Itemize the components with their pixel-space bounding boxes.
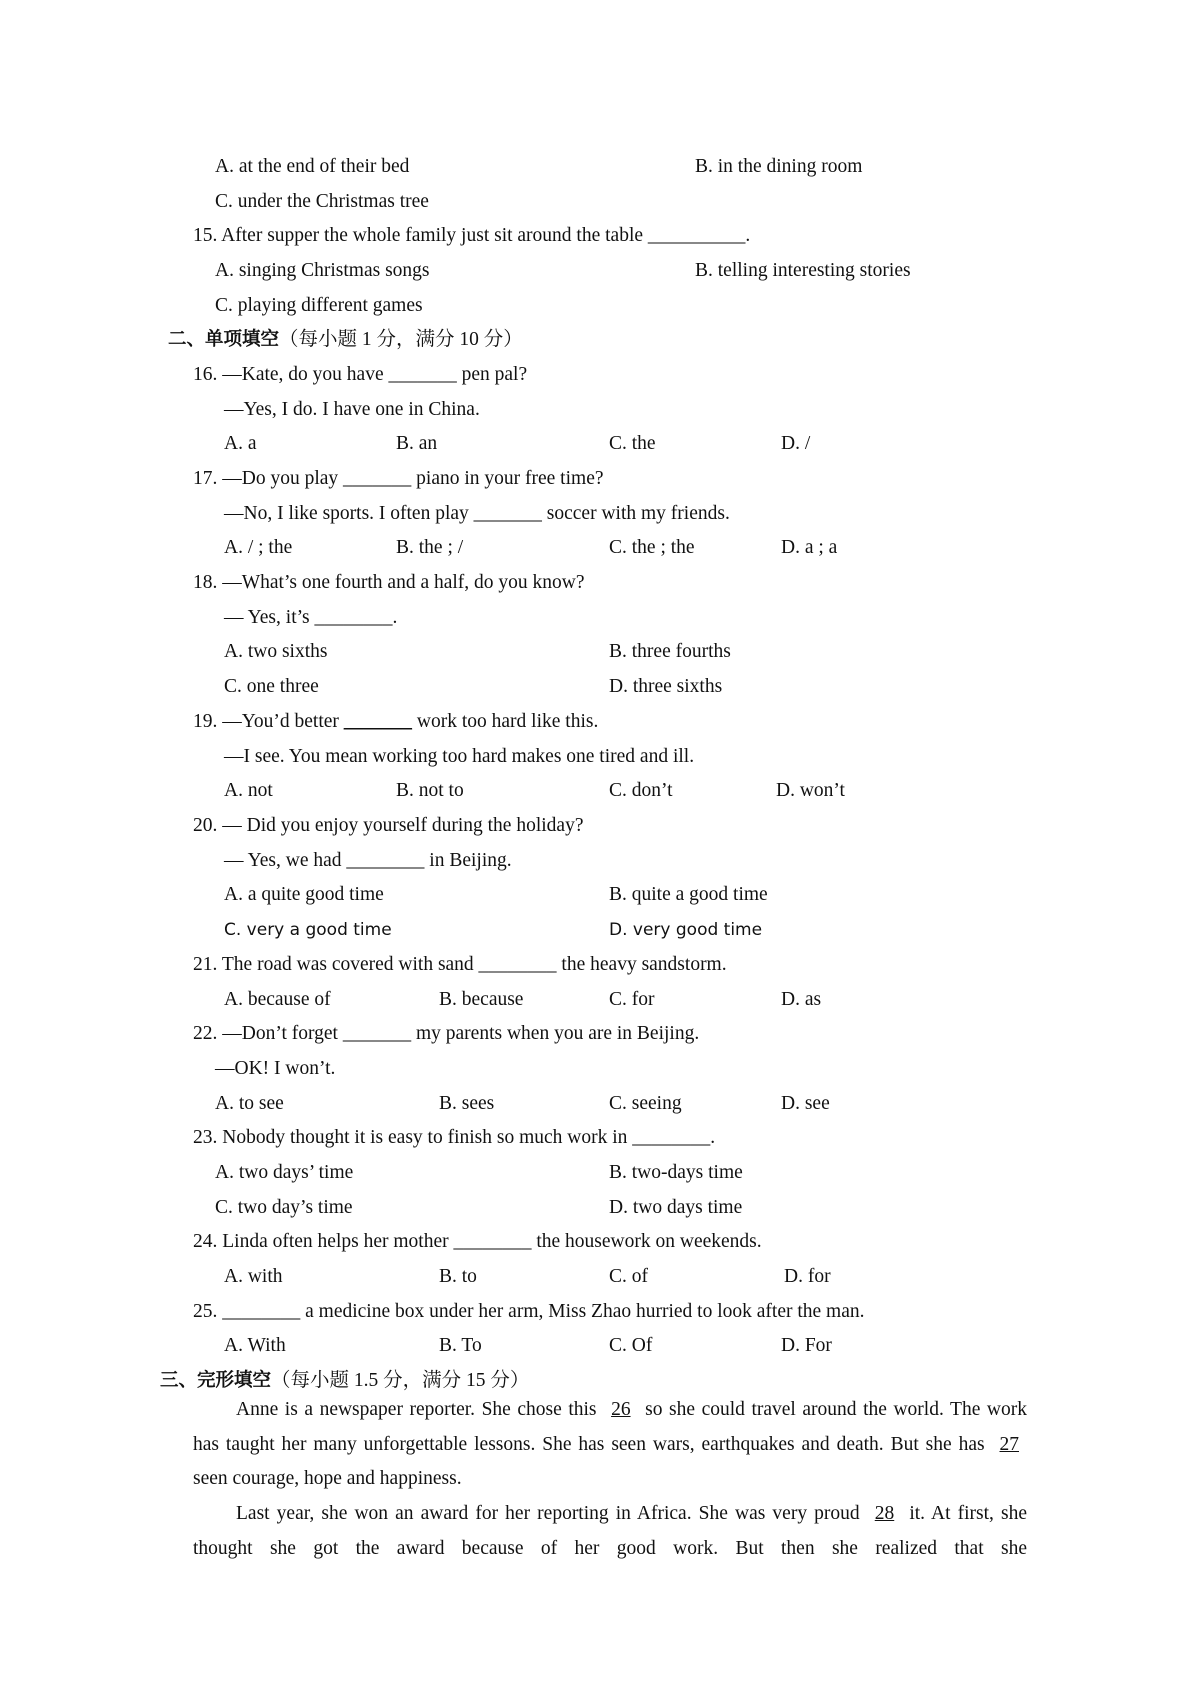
- q18-stem: 18. —What’s one fourth and a half, do you know?: [193, 572, 585, 593]
- q18-option-c: C. one three: [224, 676, 319, 697]
- q20-option-d: D. very good time: [609, 920, 763, 940]
- q23-stem: 23. Nobody thought it is easy to finish so much work in ________.: [193, 1127, 716, 1148]
- q24-option-a: A. with: [224, 1266, 283, 1287]
- q18-option-d: D. three sixths: [609, 676, 723, 697]
- q16-option-c: C. the: [609, 433, 656, 454]
- q18-option-a: A. two sixths: [224, 641, 328, 662]
- section3-title: 三、完形填空: [160, 1370, 272, 1391]
- q19-option-a: A. not: [224, 780, 273, 801]
- q22-reply: —OK! I won’t.: [215, 1058, 336, 1079]
- q17-option-c: C. the ; the: [609, 537, 695, 558]
- q18-option-b: B. three fourths: [609, 641, 731, 662]
- q23-option-b: B. two-days time: [609, 1162, 743, 1183]
- q25-option-b: B. To: [439, 1335, 482, 1356]
- q20-stem: 20. — Did you enjoy yourself during the holiday?: [193, 815, 584, 836]
- q15-option-b: B. telling interesting stories: [695, 260, 911, 281]
- q24-option-c: C. of: [609, 1266, 648, 1287]
- q15-option-a: A. singing Christmas songs: [215, 260, 430, 281]
- passage-text: it. At first, she thought she got the award because of her good work. But then she realized that she: [193, 1503, 1027, 1559]
- q22-stem: 22. —Don’t forget _______ my parents when you are in Beijing.: [193, 1023, 700, 1044]
- passage-text: so she could travel around the world. The work has taught her many unforgettable lessons. She has seen wars, earthquakes and death. But she has: [193, 1399, 1027, 1455]
- q23-option-c: C. two day’s time: [215, 1197, 353, 1218]
- q21-option-c: C. for: [609, 989, 655, 1010]
- q22-option-d: D. see: [781, 1093, 830, 1114]
- passage-paragraph-1: [193, 1393, 1027, 1497]
- q21-option-b: B. because: [439, 989, 524, 1010]
- q22-option-c: C. seeing: [609, 1093, 682, 1114]
- q19-rest: work too hard like this.: [412, 711, 599, 732]
- q15-stem: 15. After supper the whole family just sit around the table __________.: [193, 225, 751, 246]
- section3-note: （每小题 1.5 分，满分 15 分）: [271, 1370, 530, 1391]
- q21-option-d: D. as: [781, 989, 822, 1010]
- section2-heading: [168, 328, 523, 352]
- q19-option-b: B. not to: [396, 780, 464, 801]
- q17-option-d: D. a ; a: [781, 537, 838, 558]
- q19-option-d: D. won’t: [776, 780, 845, 801]
- q19-stem: [193, 710, 598, 734]
- q24-stem: 24. Linda often helps her mother ________ the housework on weekends.: [193, 1231, 762, 1252]
- q17-reply: —No, I like sports. I often play _______ soccer with my friends.: [224, 503, 730, 524]
- q22-option-b: B. sees: [439, 1093, 495, 1114]
- q23-option-d: D. two days time: [609, 1197, 743, 1218]
- q14-option-a: A. at the end of their bed: [215, 156, 410, 177]
- q20-reply: — Yes, we had ________ in Beijing.: [224, 850, 512, 871]
- q14-option-b: B. in the dining room: [695, 156, 863, 177]
- q17-option-b: B. the ; /: [396, 537, 464, 558]
- q24-option-d: D. for: [784, 1266, 831, 1287]
- q25-option-c: C. Of: [609, 1335, 653, 1356]
- q20-option-a: A. a quite good time: [224, 884, 384, 905]
- blank-28: 28: [874, 1503, 895, 1524]
- q16-option-d: D. /: [781, 433, 811, 454]
- q16-option-a: A. a: [224, 433, 257, 454]
- passage-text: seen courage, hope and happiness.: [193, 1468, 462, 1490]
- q23-option-a: A. two days’ time: [215, 1162, 354, 1183]
- q18-reply: — Yes, it’s ________.: [224, 607, 398, 628]
- q21-option-a: A. because of: [224, 989, 331, 1010]
- q14-option-c: C. under the Christmas tree: [215, 191, 429, 212]
- section2-title: 二、单项填空: [168, 329, 280, 350]
- q22-option-a: A. to see: [215, 1093, 284, 1114]
- section3-heading: [160, 1369, 529, 1393]
- passage-text: Last year, she won an award for her reporting in Africa. She was very proud: [236, 1503, 867, 1524]
- blank-27: 27: [999, 1433, 1019, 1455]
- q16-option-b: B. an: [396, 433, 438, 454]
- q17-stem: 17. —Do you play _______ piano in your free time?: [193, 468, 604, 489]
- q24-option-b: B. to: [439, 1266, 477, 1287]
- passage-paragraph-2: [193, 1497, 1027, 1566]
- q19-option-c: C. don’t: [609, 780, 673, 801]
- q16-stem: 16. —Kate, do you have _______ pen pal?: [193, 364, 528, 385]
- q25-option-a: A. With: [224, 1335, 286, 1356]
- q15-option-c: C. playing different games: [215, 295, 423, 316]
- q17-option-a: A. / ; the: [224, 537, 293, 558]
- q25-option-d: D. For: [781, 1335, 832, 1356]
- section2-note: （每小题 1 分，满分 10 分）: [279, 329, 523, 350]
- q25-stem: 25. ________ a medicine box under her arm, Miss Zhao hurried to look after the man.: [193, 1301, 865, 1322]
- blank-26: 26: [611, 1399, 631, 1420]
- q19-number: 19. —You’d better: [193, 711, 344, 732]
- q21-stem: 21. The road was covered with sand ________ the heavy sandstorm.: [193, 954, 727, 975]
- passage-text: Anne is a newspaper reporter. She chose this: [236, 1399, 604, 1420]
- q19-blank: _______: [343, 711, 413, 732]
- q16-reply: —Yes, I do. I have one in China.: [224, 399, 480, 420]
- q20-option-c: C. very a good time: [224, 920, 392, 940]
- q20-option-b: B. quite a good time: [609, 884, 768, 905]
- q19-reply: —I see. You mean working too hard makes one tired and ill.: [224, 746, 695, 767]
